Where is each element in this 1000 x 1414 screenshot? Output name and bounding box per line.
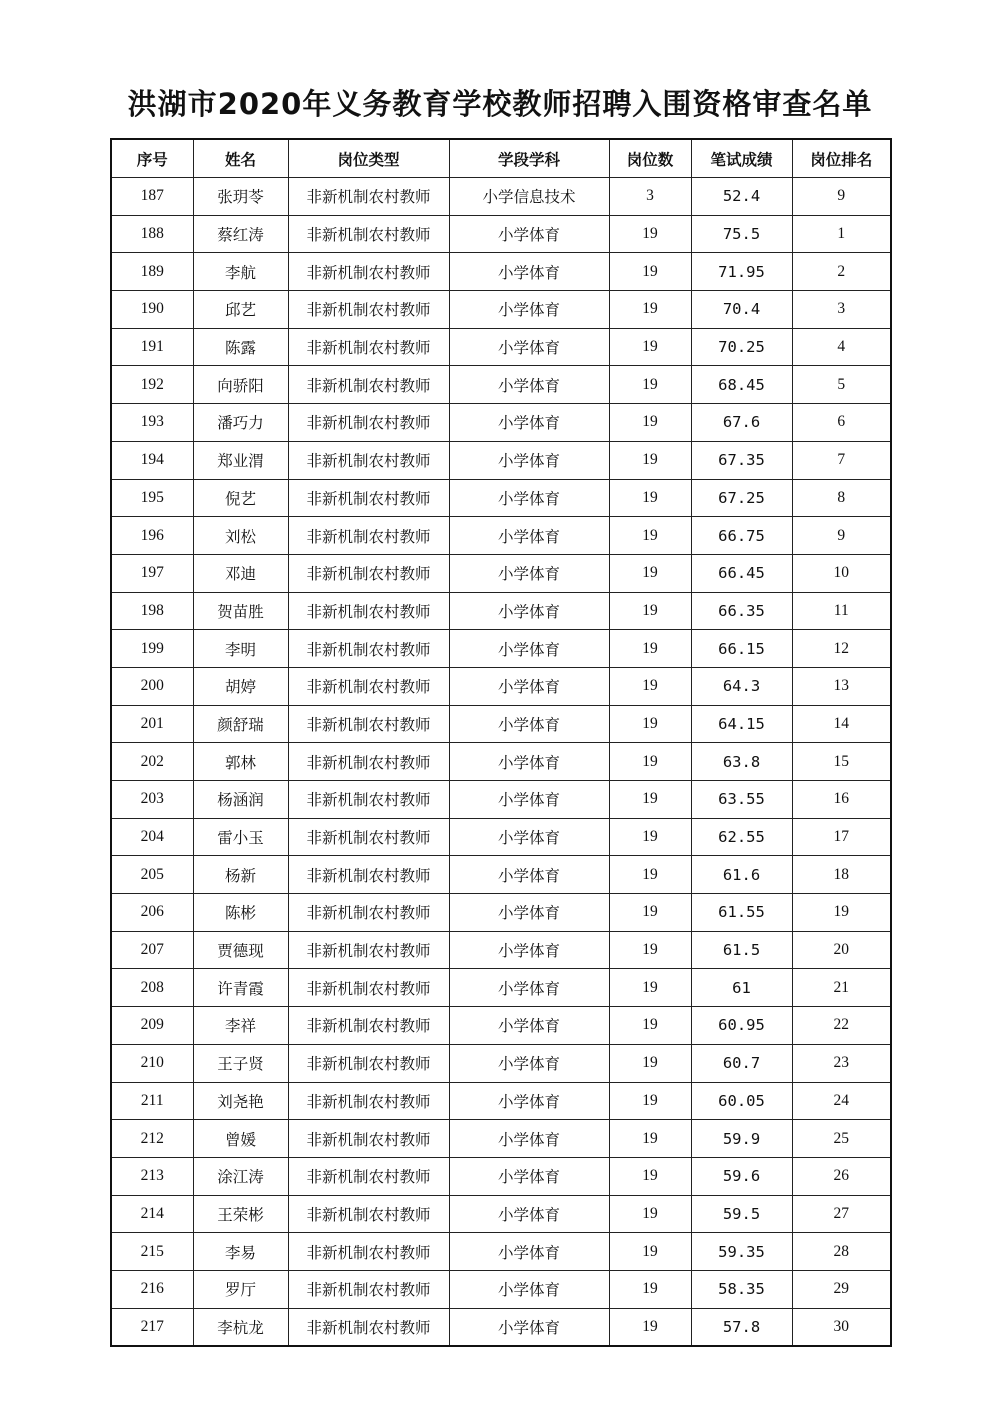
cell-written-score: 61.5 — [691, 931, 792, 969]
cell-written-score: 63.8 — [691, 743, 792, 781]
cell-seq: 211 — [111, 1082, 193, 1120]
cell-written-score: 66.75 — [691, 517, 792, 555]
header-seq: 序号 — [111, 139, 193, 178]
cell-position-rank: 30 — [792, 1308, 891, 1346]
cell-position-count: 19 — [609, 441, 691, 479]
cell-position-rank: 9 — [792, 178, 891, 216]
cell-written-score: 61.6 — [691, 856, 792, 894]
cell-position-count: 19 — [609, 1270, 691, 1308]
cell-seq: 208 — [111, 969, 193, 1007]
cell-position-count: 19 — [609, 328, 691, 366]
cell-subject: 小学体育 — [449, 1044, 609, 1082]
table-row — [111, 705, 891, 743]
cell-name: 许青霞 — [193, 969, 288, 1007]
cell-subject: 小学体育 — [449, 554, 609, 592]
cell-seq: 187 — [111, 178, 193, 216]
cell-subject: 小学体育 — [449, 705, 609, 743]
cell-position-count: 19 — [609, 630, 691, 668]
cell-position-count: 19 — [609, 1082, 691, 1120]
cell-written-score: 70.25 — [691, 328, 792, 366]
cell-seq: 194 — [111, 441, 193, 479]
cell-position-type: 非新机制农村教师 — [288, 818, 449, 856]
cell-position-rank: 22 — [792, 1007, 891, 1045]
table-row — [111, 1195, 891, 1233]
table-row — [111, 1157, 891, 1195]
cell-seq: 192 — [111, 366, 193, 404]
table-row — [111, 1082, 891, 1120]
cell-written-score: 61 — [691, 969, 792, 1007]
cell-position-type: 非新机制农村教师 — [288, 1308, 449, 1346]
cell-position-count: 19 — [609, 291, 691, 329]
cell-position-type: 非新机制农村教师 — [288, 931, 449, 969]
cell-position-count: 19 — [609, 592, 691, 630]
cell-written-score: 59.5 — [691, 1195, 792, 1233]
cell-position-type: 非新机制农村教师 — [288, 1195, 449, 1233]
cell-name: 杨新 — [193, 856, 288, 894]
cell-name: 贺苗胜 — [193, 592, 288, 630]
cell-written-score: 58.35 — [691, 1270, 792, 1308]
cell-seq: 204 — [111, 818, 193, 856]
cell-subject: 小学体育 — [449, 404, 609, 442]
table-row — [111, 554, 891, 592]
cell-position-rank: 2 — [792, 253, 891, 291]
cell-position-type: 非新机制农村教师 — [288, 366, 449, 404]
cell-position-rank: 18 — [792, 856, 891, 894]
cell-position-rank: 28 — [792, 1233, 891, 1271]
cell-subject: 小学信息技术 — [449, 178, 609, 216]
cell-position-count: 19 — [609, 667, 691, 705]
cell-written-score: 71.95 — [691, 253, 792, 291]
cell-subject: 小学体育 — [449, 592, 609, 630]
cell-subject: 小学体育 — [449, 743, 609, 781]
cell-position-count: 19 — [609, 931, 691, 969]
cell-position-type: 非新机制农村教师 — [288, 479, 449, 517]
cell-position-rank: 9 — [792, 517, 891, 555]
cell-subject: 小学体育 — [449, 667, 609, 705]
cell-seq: 214 — [111, 1195, 193, 1233]
cell-position-rank: 17 — [792, 818, 891, 856]
cell-position-type: 非新机制农村教师 — [288, 969, 449, 1007]
cell-position-count: 19 — [609, 554, 691, 592]
cell-position-rank: 25 — [792, 1120, 891, 1158]
cell-position-type: 非新机制农村教师 — [288, 1270, 449, 1308]
cell-position-count: 19 — [609, 1007, 691, 1045]
cell-position-rank: 8 — [792, 479, 891, 517]
cell-position-rank: 21 — [792, 969, 891, 1007]
table-row — [111, 894, 891, 932]
cell-position-type: 非新机制农村教师 — [288, 178, 449, 216]
cell-position-type: 非新机制农村教师 — [288, 592, 449, 630]
cell-position-rank: 11 — [792, 592, 891, 630]
cell-seq: 196 — [111, 517, 193, 555]
cell-subject: 小学体育 — [449, 1082, 609, 1120]
cell-position-rank: 23 — [792, 1044, 891, 1082]
cell-position-count: 19 — [609, 818, 691, 856]
cell-subject: 小学体育 — [449, 215, 609, 253]
cell-name: 邱艺 — [193, 291, 288, 329]
cell-subject: 小学体育 — [449, 1195, 609, 1233]
cell-position-rank: 27 — [792, 1195, 891, 1233]
cell-seq: 209 — [111, 1007, 193, 1045]
cell-seq: 188 — [111, 215, 193, 253]
cell-seq: 210 — [111, 1044, 193, 1082]
cell-position-count: 19 — [609, 215, 691, 253]
cell-position-count: 19 — [609, 253, 691, 291]
table-row — [111, 1007, 891, 1045]
cell-name: 王子贤 — [193, 1044, 288, 1082]
candidate-table — [110, 138, 892, 1347]
cell-name: 潘巧力 — [193, 404, 288, 442]
cell-position-rank: 10 — [792, 554, 891, 592]
cell-name: 郭林 — [193, 743, 288, 781]
cell-subject: 小学体育 — [449, 328, 609, 366]
cell-written-score: 59.35 — [691, 1233, 792, 1271]
cell-written-score: 67.35 — [691, 441, 792, 479]
cell-position-type: 非新机制农村教师 — [288, 1157, 449, 1195]
cell-name: 罗厅 — [193, 1270, 288, 1308]
cell-position-rank: 26 — [792, 1157, 891, 1195]
cell-name: 陈露 — [193, 328, 288, 366]
cell-seq: 198 — [111, 592, 193, 630]
cell-written-score: 59.9 — [691, 1120, 792, 1158]
table-row — [111, 1270, 891, 1308]
table-row — [111, 667, 891, 705]
cell-position-type: 非新机制农村教师 — [288, 630, 449, 668]
cell-written-score: 60.7 — [691, 1044, 792, 1082]
cell-written-score: 64.15 — [691, 705, 792, 743]
cell-position-count: 19 — [609, 781, 691, 819]
cell-written-score: 75.5 — [691, 215, 792, 253]
table-row — [111, 479, 891, 517]
cell-position-type: 非新机制农村教师 — [288, 291, 449, 329]
cell-position-rank: 24 — [792, 1082, 891, 1120]
cell-written-score: 59.6 — [691, 1157, 792, 1195]
table-row — [111, 1120, 891, 1158]
cell-subject: 小学体育 — [449, 818, 609, 856]
cell-name: 蔡红涛 — [193, 215, 288, 253]
cell-seq: 201 — [111, 705, 193, 743]
cell-subject: 小学体育 — [449, 479, 609, 517]
table-row — [111, 969, 891, 1007]
cell-written-score: 60.95 — [691, 1007, 792, 1045]
cell-subject: 小学体育 — [449, 856, 609, 894]
cell-position-rank: 4 — [792, 328, 891, 366]
cell-name: 李易 — [193, 1233, 288, 1271]
table-row — [111, 441, 891, 479]
cell-written-score: 66.15 — [691, 630, 792, 668]
cell-seq: 205 — [111, 856, 193, 894]
table-row — [111, 743, 891, 781]
cell-position-type: 非新机制农村教师 — [288, 781, 449, 819]
cell-position-type: 非新机制农村教师 — [288, 1044, 449, 1082]
cell-seq: 193 — [111, 404, 193, 442]
table-row — [111, 291, 891, 329]
cell-seq: 217 — [111, 1308, 193, 1346]
cell-written-score: 61.55 — [691, 894, 792, 932]
cell-position-type: 非新机制农村教师 — [288, 1082, 449, 1120]
cell-position-type: 非新机制农村教师 — [288, 1120, 449, 1158]
cell-seq: 191 — [111, 328, 193, 366]
cell-name: 雷小玉 — [193, 818, 288, 856]
cell-position-type: 非新机制农村教师 — [288, 667, 449, 705]
table-row — [111, 1044, 891, 1082]
cell-seq: 213 — [111, 1157, 193, 1195]
cell-written-score: 66.45 — [691, 554, 792, 592]
cell-subject: 小学体育 — [449, 366, 609, 404]
cell-position-type: 非新机制农村教师 — [288, 441, 449, 479]
table-row — [111, 1308, 891, 1346]
cell-position-rank: 6 — [792, 404, 891, 442]
cell-position-count: 19 — [609, 1120, 691, 1158]
cell-name: 曾媛 — [193, 1120, 288, 1158]
cell-position-type: 非新机制农村教师 — [288, 215, 449, 253]
cell-position-type: 非新机制农村教师 — [288, 1233, 449, 1271]
cell-written-score: 60.05 — [691, 1082, 792, 1120]
cell-position-type: 非新机制农村教师 — [288, 1007, 449, 1045]
cell-subject: 小学体育 — [449, 969, 609, 1007]
cell-position-count: 19 — [609, 894, 691, 932]
cell-name: 刘松 — [193, 517, 288, 555]
table-row — [111, 856, 891, 894]
cell-position-rank: 1 — [792, 215, 891, 253]
cell-seq: 212 — [111, 1120, 193, 1158]
table-row — [111, 818, 891, 856]
header-position-rank: 岗位排名 — [792, 139, 891, 178]
header-name: 姓名 — [193, 139, 288, 178]
cell-position-type: 非新机制农村教师 — [288, 705, 449, 743]
table-header-row — [111, 139, 891, 178]
cell-position-type: 非新机制农村教师 — [288, 404, 449, 442]
cell-position-count: 19 — [609, 1233, 691, 1271]
cell-name: 涂江涛 — [193, 1157, 288, 1195]
cell-name: 倪艺 — [193, 479, 288, 517]
cell-seq: 195 — [111, 479, 193, 517]
cell-written-score: 67.6 — [691, 404, 792, 442]
cell-position-count: 19 — [609, 705, 691, 743]
cell-position-count: 19 — [609, 1308, 691, 1346]
cell-written-score: 57.8 — [691, 1308, 792, 1346]
cell-written-score: 66.35 — [691, 592, 792, 630]
cell-position-count: 19 — [609, 743, 691, 781]
cell-subject: 小学体育 — [449, 781, 609, 819]
cell-written-score: 67.25 — [691, 479, 792, 517]
table-row — [111, 178, 891, 216]
cell-subject: 小学体育 — [449, 894, 609, 932]
table-row — [111, 1233, 891, 1271]
cell-subject: 小学体育 — [449, 517, 609, 555]
cell-written-score: 63.55 — [691, 781, 792, 819]
table-row — [111, 215, 891, 253]
cell-position-rank: 19 — [792, 894, 891, 932]
cell-seq: 206 — [111, 894, 193, 932]
cell-name: 郑业渭 — [193, 441, 288, 479]
cell-seq: 197 — [111, 554, 193, 592]
cell-position-type: 非新机制农村教师 — [288, 554, 449, 592]
cell-position-rank: 14 — [792, 705, 891, 743]
cell-position-rank: 13 — [792, 667, 891, 705]
cell-name: 刘尧艳 — [193, 1082, 288, 1120]
cell-position-count: 3 — [609, 178, 691, 216]
header-position-count: 岗位数 — [609, 139, 691, 178]
cell-name: 李祥 — [193, 1007, 288, 1045]
cell-position-type: 非新机制农村教师 — [288, 743, 449, 781]
cell-name: 杨涵润 — [193, 781, 288, 819]
cell-position-type: 非新机制农村教师 — [288, 894, 449, 932]
cell-written-score: 70.4 — [691, 291, 792, 329]
cell-seq: 216 — [111, 1270, 193, 1308]
cell-subject: 小学体育 — [449, 1270, 609, 1308]
cell-position-count: 19 — [609, 366, 691, 404]
cell-position-rank: 3 — [792, 291, 891, 329]
cell-position-rank: 7 — [792, 441, 891, 479]
cell-seq: 202 — [111, 743, 193, 781]
cell-seq: 190 — [111, 291, 193, 329]
cell-position-rank: 29 — [792, 1270, 891, 1308]
cell-position-type: 非新机制农村教师 — [288, 856, 449, 894]
cell-name: 陈彬 — [193, 894, 288, 932]
cell-position-rank: 12 — [792, 630, 891, 668]
cell-subject: 小学体育 — [449, 1308, 609, 1346]
cell-name: 贾德现 — [193, 931, 288, 969]
table-row — [111, 592, 891, 630]
cell-subject: 小学体育 — [449, 291, 609, 329]
cell-written-score: 62.55 — [691, 818, 792, 856]
cell-position-rank: 15 — [792, 743, 891, 781]
cell-name: 王荣彬 — [193, 1195, 288, 1233]
table-row — [111, 931, 891, 969]
table-row — [111, 517, 891, 555]
header-subject: 学段学科 — [449, 139, 609, 178]
cell-position-rank: 5 — [792, 366, 891, 404]
document-title: 洪湖市2020年义务教育学校教师招聘入围资格审查名单 — [127, 87, 873, 121]
cell-position-count: 19 — [609, 1195, 691, 1233]
cell-seq: 203 — [111, 781, 193, 819]
table-row — [111, 781, 891, 819]
table-row — [111, 328, 891, 366]
cell-subject: 小学体育 — [449, 630, 609, 668]
cell-name: 李杭龙 — [193, 1308, 288, 1346]
cell-name: 张玥苓 — [193, 178, 288, 216]
cell-position-type: 非新机制农村教师 — [288, 253, 449, 291]
cell-seq: 215 — [111, 1233, 193, 1271]
cell-subject: 小学体育 — [449, 1157, 609, 1195]
cell-position-count: 19 — [609, 517, 691, 555]
cell-name: 李明 — [193, 630, 288, 668]
cell-name: 向骄阳 — [193, 366, 288, 404]
cell-position-type: 非新机制农村教师 — [288, 328, 449, 366]
cell-name: 李航 — [193, 253, 288, 291]
cell-name: 胡婷 — [193, 667, 288, 705]
cell-subject: 小学体育 — [449, 931, 609, 969]
header-position-type: 岗位类型 — [288, 139, 449, 178]
cell-position-count: 19 — [609, 479, 691, 517]
cell-subject: 小学体育 — [449, 1120, 609, 1158]
cell-position-type: 非新机制农村教师 — [288, 517, 449, 555]
cell-position-count: 19 — [609, 1044, 691, 1082]
cell-name: 颜舒瑞 — [193, 705, 288, 743]
cell-subject: 小学体育 — [449, 441, 609, 479]
cell-position-count: 19 — [609, 404, 691, 442]
cell-seq: 189 — [111, 253, 193, 291]
cell-subject: 小学体育 — [449, 1007, 609, 1045]
cell-subject: 小学体育 — [449, 253, 609, 291]
table-row — [111, 253, 891, 291]
cell-position-count: 19 — [609, 1157, 691, 1195]
cell-position-rank: 20 — [792, 931, 891, 969]
cell-seq: 199 — [111, 630, 193, 668]
cell-name: 邓迪 — [193, 554, 288, 592]
cell-position-count: 19 — [609, 969, 691, 1007]
cell-written-score: 52.4 — [691, 178, 792, 216]
table-row — [111, 366, 891, 404]
cell-position-rank: 16 — [792, 781, 891, 819]
table-row — [111, 630, 891, 668]
table-row — [111, 404, 891, 442]
cell-written-score: 64.3 — [691, 667, 792, 705]
cell-seq: 207 — [111, 931, 193, 969]
cell-position-count: 19 — [609, 856, 691, 894]
cell-seq: 200 — [111, 667, 193, 705]
cell-written-score: 68.45 — [691, 366, 792, 404]
header-written-score: 笔试成绩 — [691, 139, 792, 178]
cell-subject: 小学体育 — [449, 1233, 609, 1271]
